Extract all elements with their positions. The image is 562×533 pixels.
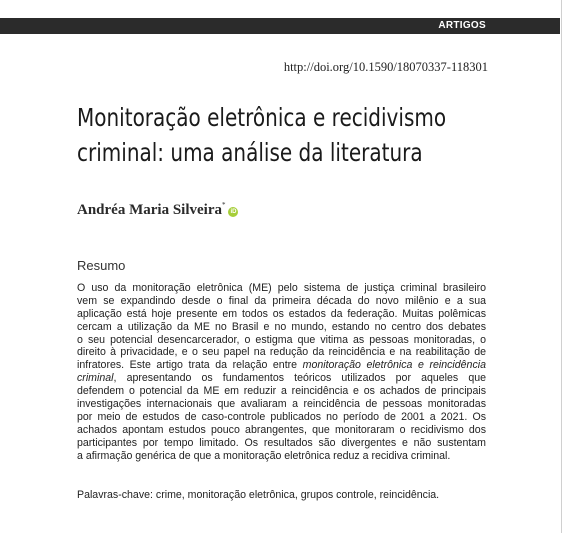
abstract-line: defendem o potencial da ME em reduzir a reincidência e os achados de principais	[77, 385, 486, 398]
abstract-line: achados apontam estudos pouco abrangentes, que monitoraram o recidivismo dos	[77, 423, 486, 436]
abstract-heading: Resumo	[77, 258, 126, 273]
keywords: Palavras-chave: crime, monitoração eletrônica, grupos controle, reincidência.	[77, 489, 440, 501]
orcid-icon[interactable]: iD	[230, 209, 237, 215]
abstract-line: participantes por tempo limitado. Os resultados são divergentes e não sustentam	[77, 436, 486, 449]
article-title-line-1: Monitoração eletrônica e recidivismo	[77, 103, 447, 132]
author-name[interactable]: Andréa Maria Silveira	[77, 202, 222, 218]
doi-link[interactable]: http://doi.org/10.1590/18070337-118301	[283, 60, 488, 74]
abstract-line: por meio de estudos de caso-controle publicados no período de 2001 a 2021. Os	[77, 410, 486, 423]
abstract-line: a afirmação genérica de que a monitoração eletrônica reduz a recidiva criminal.	[77, 449, 451, 462]
article-title-line-2: criminal: uma análise da literatura	[77, 138, 423, 167]
abstract-line: cercam a utilização da ME no Brasil e no mundo, estando no centro dos debates	[77, 320, 486, 333]
author-line	[77, 201, 238, 219]
abstract-line: direito à privacidade, e o seu papel na redução da reincidência e na reabilitação de	[77, 346, 486, 359]
abstract-line: o seu potencial desencarcerador, o estigma que vitima as pessoas monitoradas, o	[77, 333, 486, 346]
abstract-line: criminal, apresentando os fundamentos teóricos utilizados por aqueles que	[77, 372, 486, 385]
abstract-line: O uso da monitoração eletrônica (ME) pelo sistema de justiça criminal brasileiro	[77, 282, 486, 294]
section-header-band	[0, 18, 560, 34]
abstract-line: aplicação está hoje presente em todos os estados da federação. Muitas polêmicas	[77, 307, 486, 320]
article-title	[77, 100, 447, 170]
author-footnote-marker[interactable]: *	[221, 201, 226, 209]
abstract-line: vem se expandindo desde o final da primeira década do novo milênio e a sua	[77, 294, 486, 307]
abstract-body	[77, 282, 486, 462]
abstract-line: infratores. Este artigo trata da relação entre monitoração eletrônica e reincidência	[77, 359, 486, 372]
abstract-line: investigações internacionais que avaliaram a reincidência de pessoas monitoradas	[77, 398, 486, 411]
section-label: ARTIGOS	[438, 20, 486, 31]
